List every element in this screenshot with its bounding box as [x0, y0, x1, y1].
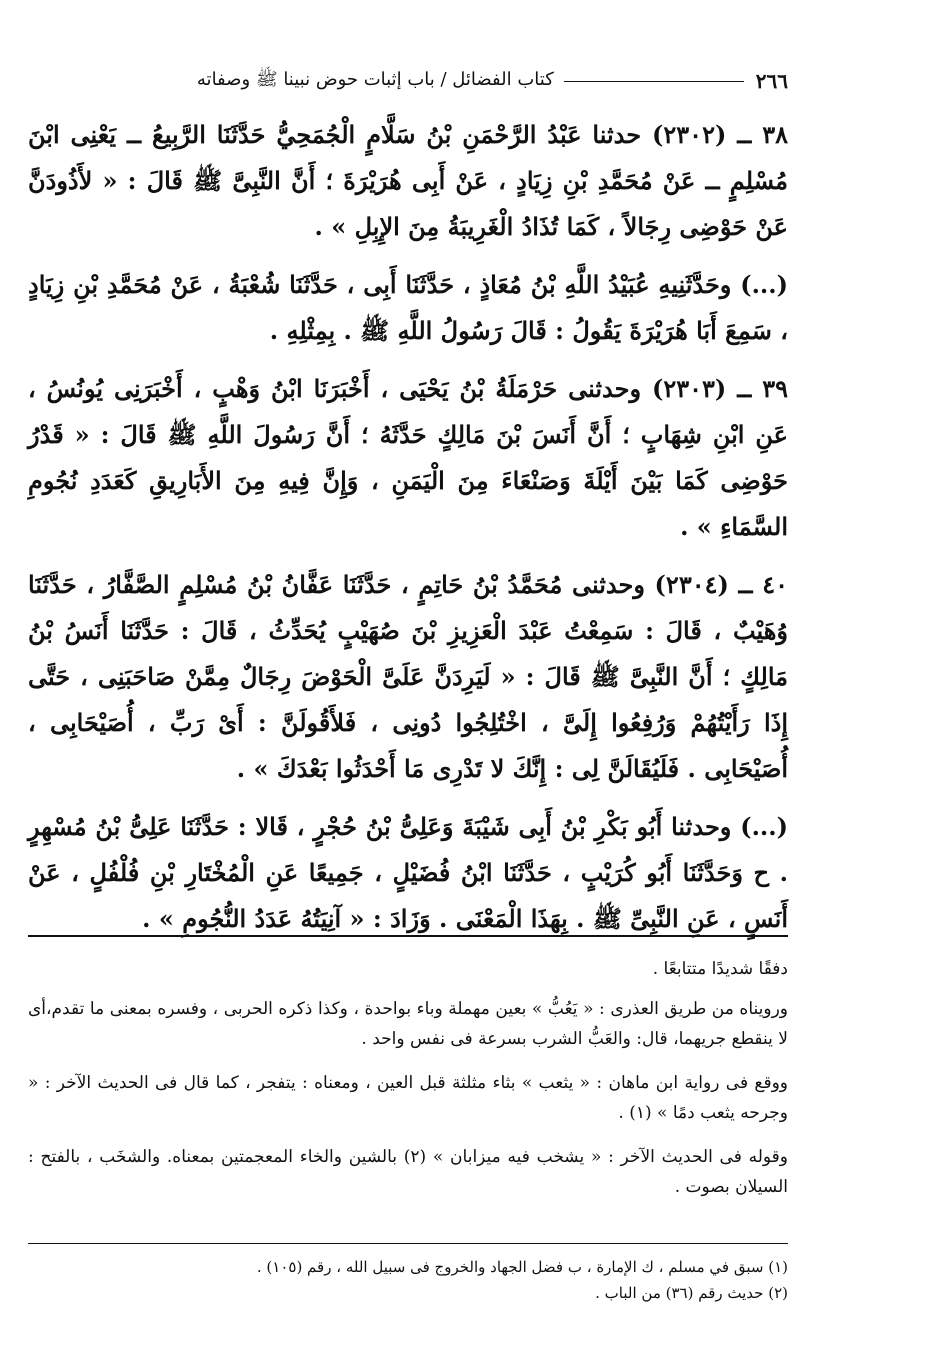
footnote-2: (٢) حديث رقم (٣٦) من الباب .	[595, 1284, 788, 1302]
page-content	[28, 0, 788, 1359]
hadith-38: ٣٨ ــ (٢٣٠٢) حدثنا عَبْدُ الرَّحْمَنِ بْنُ سَلَّامٍ الْجُمَحِيُّ حَدَّثَنَا الرَّبِيعُ ــ يَعْنِى ابْنَ مُسْلِمٍ ــ عَنْ مُحَمَّدِ بْنِ زِيَادٍ ، عَنْ أَبِى هُرَيْرَةَ ؛ أَنَّ النَّبِىَّ ﷺ قَالَ : « لأَذُودَنَّ عَنْ حَوْضِى رِجَالاً ، كَمَا تُذَادُ الْغَرِيبَةُ مِنَ الإِبِلِ » .	[28, 120, 788, 241]
hadith-40-variant: (...) وحدثنا أَبُو بَكْرِ بْنُ أَبِى شَيْبَةَ وَعَلِىُّ بْنُ حُجْرٍ ، قَالا : حَدَّثَنَا عَلِىُّ بْنُ مُسْهِرٍ . ح وَحَدَّثَنَا أَبُو كُرَيْبٍ ، حَدَّثَنَا ابْنُ فُضَيْلٍ ، جَمِيعًا عَنِ الْمُخْتَارِ بْنِ فُلْفُلٍ ، عَنْ أَنَسٍ ، عَنِ النَّبِىِّ ﷺ . بِهَذَا الْمَعْنَى . وَزَادَ : « آنِيَتُهُ عَدَدُ النُّجُومِ » .	[28, 812, 788, 933]
commentary	[28, 954, 788, 1216]
main-text	[28, 112, 788, 954]
page-number: ٢٦٦	[755, 69, 788, 93]
hadith-39: ٣٩ ــ (٢٣٠٣) وحدثنى حَرْمَلَةُ بْنُ يَحْيَى ، أَخْبَرَنَا ابْنُ وَهْبٍ ، أَخْبَرَنِى يُونُسُ ، عَنِ ابْنِ شِهَابٍ ؛ أَنَّ أَنَسَ بْنَ مَالِكٍ حَدَّثَهُ ؛ أَنَّ رَسُولَ اللَّهِ ﷺ قَالَ : « قَدْرُ حَوْضِى كَمَا بَيْنَ أَيْلَةَ وَصَنْعَاءَ مِنَ الْيَمَنِ ، وَإِنَّ فِيهِ مِنَ الأَبَارِيقِ كَعَدَدِ نُجُومِ السَّمَاءِ » .	[28, 374, 788, 541]
footnote-divider	[28, 1243, 788, 1244]
commentary-paragraph: ووقع فى رواية ابن ماهان : « يثعب » بثاء مثلثة قبل العين ، ومعناه : يتفجر ، كما قال فى الحديث الآخر : « وجرحه يثعب دمًا » (١) .	[28, 1073, 788, 1123]
commentary-paragraph: ورويناه من طريق العذرى : « يَعُبُّ » بعين مهملة وباء بواحدة ، وكذا ذكره الحربى ، وفسره بمعنى ما تقدم،أى لا ينقطع جريهما، قال: والعَبُّ الشرب بسرعة فى نفس واحد .	[28, 999, 788, 1049]
header-title: كتاب الفضائل / باب إثبات حوض نبينا ﷺ وصفاته	[196, 69, 554, 90]
header-rule	[564, 81, 744, 82]
page	[28, 0, 788, 1359]
commentary-paragraph: وقوله فى الحديث الآخر : « يشخب فيه ميزابان » (٢) بالشين والخاء المعجمتين بمعناه. والشخَب ، بالفتح : السيلان بصوت .	[28, 1147, 789, 1197]
hadith-38-variant: (...) وحَدَّثَنِيهِ عُبَيْدُ اللَّهِ بْنُ مُعَاذٍ ، حَدَّثَنَا أَبِى ، حَدَّثَنَا شُعْبَةُ ، عَنْ مُحَمَّدِ بْنِ زِيَادٍ ، سَمِعَ أَبَا هُرَيْرَةَ يَقُولُ : قَالَ رَسُولُ اللَّهِ ﷺ . بِمِثْلِهِ .	[28, 270, 788, 345]
running-header	[28, 66, 788, 96]
hadith-40: ٤٠ ــ (٢٣٠٤) وحدثنى مُحَمَّدُ بْنُ حَاتِمٍ ، حَدَّثَنَا عَفَّانُ بْنُ مُسْلِمٍ الصَّفَّارُ ، حَدَّثَنَا وُهَيْبٌ ، قَالَ : سَمِعْتُ عَبْدَ الْعَزِيزِ بْنَ صُهَيْبٍ يُحَدِّثُ ، قَالَ : حَدَّثَنَا أَنَسُ بْنُ مَالِكٍ ؛ أَنَّ النَّبِىَّ ﷺ قَالَ : « لَيَرِدَنَّ عَلَىَّ الْحَوْضَ رِجَالٌ مِمَّنْ صَاحَبَنِى ، حَتَّى إِذَا رَأَيْتُهُمْ وَرُفِعُوا إِلَىَّ ، اخْتُلِجُوا دُونِى ، فَلأَقُولَنَّ : أَىْ رَبِّ ، أُصَيْحَابِى ، أُصَيْحَابِى . فَلَيُقَالَنَّ لِى : إِنَّكَ لا تَدْرِى مَا أَحْدَثُوا بَعْدَكَ » .	[28, 570, 788, 783]
footnote-1: (١) سبق في مسلم ، ك الإمارة ، ب فضل الجهاد والخروج فى سبيل الله ، رقم (١٠٥) .	[256, 1258, 788, 1276]
commentary-paragraph: دفقًا شديدًا متتابعًا .	[652, 959, 788, 979]
footnotes	[28, 1254, 788, 1306]
commentary-divider	[28, 935, 788, 937]
